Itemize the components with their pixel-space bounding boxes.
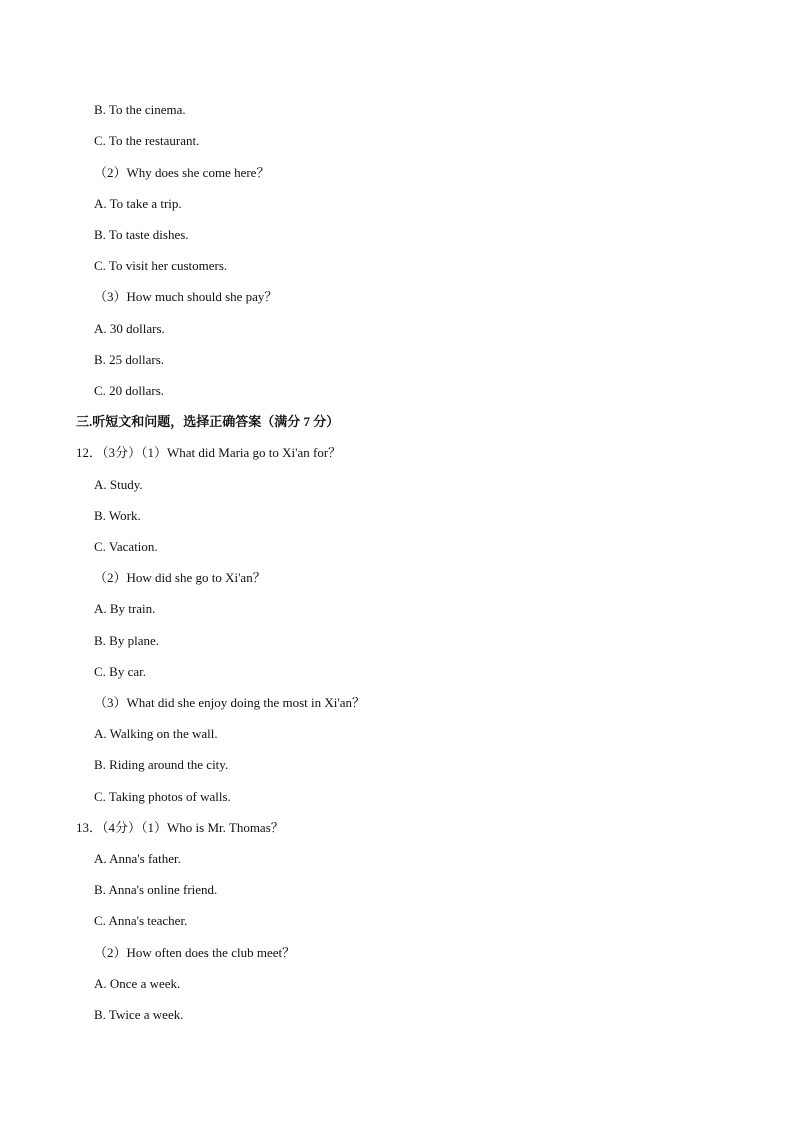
option-b-dishes: B. To taste dishes.	[94, 227, 189, 242]
option-b-plane: B. By plane.	[94, 633, 159, 648]
option-b-work: B. Work.	[94, 508, 141, 523]
option-c-teacher: C. Anna's teacher.	[94, 913, 188, 928]
option-b-online-friend: B. Anna's online friend.	[94, 882, 218, 897]
option-b-twice: B. Twice a week.	[94, 1007, 184, 1022]
sub-question-13-2: （2）How often does the club meet？	[94, 945, 296, 960]
sub-question-12-2: （2）How did she go to Xi'an？	[94, 570, 266, 585]
option-c-vacation: C. Vacation.	[94, 539, 158, 554]
sub-question-3: （3）How much should she pay？	[94, 289, 278, 304]
option-a-once: A. Once a week.	[94, 976, 181, 991]
option-a-train: A. By train.	[94, 601, 156, 616]
question-12: 12．（3分）（1）What did Maria go to Xi'an for？	[76, 445, 342, 460]
option-a-walking: A. Walking on the wall.	[94, 726, 218, 741]
option-a-30: A. 30 dollars.	[94, 321, 165, 336]
option-b-cinema: B. To the cinema.	[94, 102, 186, 117]
option-b-25: B. 25 dollars.	[94, 352, 165, 367]
section-heading: 三.听短文和问题，选择正确答案（满分 7 分）	[76, 414, 340, 429]
option-b-riding: B. Riding around the city.	[94, 757, 229, 772]
option-a-study: A. Study.	[94, 477, 143, 492]
option-a-trip: A. To take a trip.	[94, 196, 182, 211]
option-a-father: A. Anna's father.	[94, 851, 181, 866]
sub-question-12-3: （3）What did she enjoy doing the most in Xi'an？	[94, 695, 365, 710]
option-c-car: C. By car.	[94, 664, 146, 679]
sub-question-2: （2）Why does she come here？	[94, 165, 270, 180]
question-13: 13．（4分）（1）Who is Mr. Thomas？	[76, 820, 284, 835]
option-c-20: C. 20 dollars.	[94, 383, 165, 398]
option-c-customers: C. To visit her customers.	[94, 258, 228, 273]
option-c-restaurant: C. To the restaurant.	[94, 133, 200, 148]
option-c-photos: C. Taking photos of walls.	[94, 789, 231, 804]
